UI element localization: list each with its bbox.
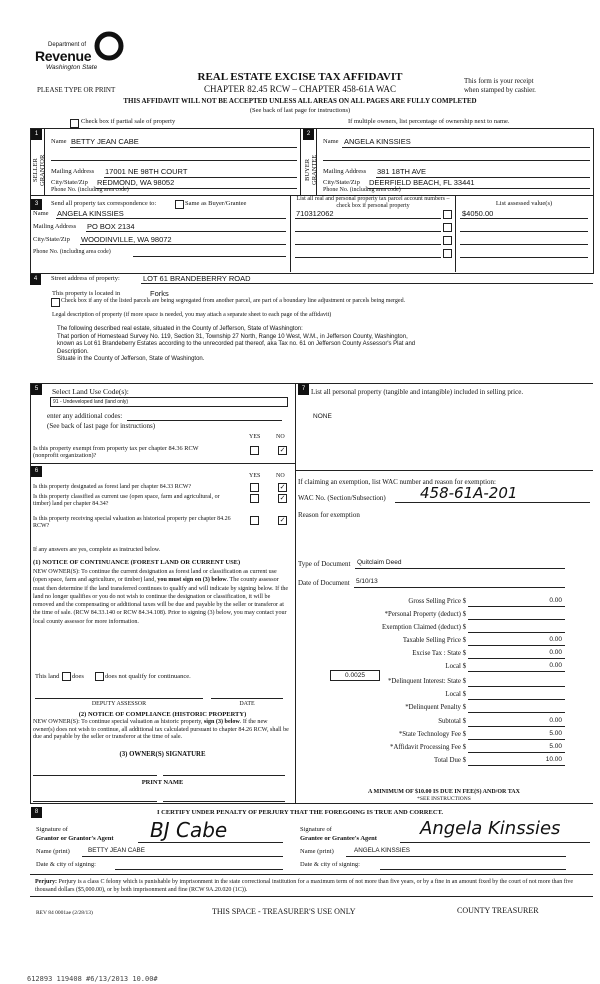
receipt-note: This form is your receipt [464,77,534,85]
underline [468,765,565,766]
corr-phone-field[interactable] [133,256,286,257]
please-type: PLEASE TYPE OR PRINT [37,86,116,94]
located-field[interactable]: Forks [150,289,169,298]
section-number: 2 [303,129,314,140]
assessed-header: List assessed value(s) [495,200,553,207]
personal-property-checkbox[interactable] [443,249,452,258]
notice-continuance-title: (1) NOTICE OF CONTINUANCE (FOREST LAND OR CURRENT USE) [33,559,241,566]
legal-line: The following described real estate, situated in the County of Jefferson, State of Washington: [57,326,303,332]
underline [70,147,297,148]
divider [30,803,593,804]
underline [33,801,157,802]
underline [460,244,588,245]
this-land-label: This land [35,673,60,680]
underline [80,244,286,245]
underline [468,699,565,700]
located-label: This property is located in [52,290,121,297]
minimum-notice: A MINIMUM OF $10.00 IS DUE IN FEE(S) AND/OR TAX [368,789,520,795]
underline [468,671,565,672]
segregated-checkbox[interactable] [51,298,60,307]
same-as-buyer-label: Same as Buyer/Grantee [185,200,247,207]
section-number: 3 [31,199,42,210]
divider [300,128,301,195]
buyer-grantee-label: BUYER GRANTEE [304,154,318,186]
underline [468,645,565,646]
legal-line: Description. [57,348,89,355]
corr-city-field[interactable]: WOODINVILLE, WA 98072 [81,235,172,244]
corr-name-field[interactable]: ANGELA KINSSIES [57,209,124,218]
underline [323,160,590,161]
correspondence-label: Send all property tax correspondence to: [51,200,157,207]
underline [82,856,283,857]
exempt-no-checkbox[interactable]: ✓ [279,446,286,454]
underline [468,606,565,607]
underline [342,147,590,148]
partial-sale-label: Check box if partial sale of property [81,118,176,125]
tax-row-value[interactable]: 0.00 [549,649,562,656]
document-type-field[interactable]: Quitclaim Deed [357,559,402,566]
current-use-question: Is this property classified as current use (open space, farm and agricultural, or timber) land per chapter 84.34? [33,494,220,507]
land-use-select[interactable]: 91 - Undeveloped land (land only) [50,397,288,407]
tax-row-label: *Delinquent Interest: State $ [388,678,466,685]
current-use-no-checkbox[interactable]: ✓ [279,494,286,502]
divider [30,383,31,803]
underline [460,218,588,219]
underline [468,712,565,713]
personal-property-checkbox[interactable] [443,236,452,245]
personal-property-field[interactable]: NONE [313,413,332,420]
underline [138,842,283,843]
form-title: REAL ESTATE EXCISE TAX AFFIDAVIT [197,71,403,83]
tax-row-value[interactable]: 0.00 [549,717,562,724]
seller-grantor-label: SELLER GRANTOR [32,154,46,186]
see-instructions: *SEE INSTRUCTIONS [417,796,471,802]
underline [368,188,590,189]
personal-property-checkbox[interactable] [443,210,452,219]
underline [468,739,565,740]
street-address-field[interactable]: LOT 61 BRANDEBERRY ROAD [143,274,251,283]
warning: THIS AFFIDAVIT WILL NOT BE ACCEPTED UNLESS ALL AREAS ON ALL PAGES ARE FULLY COMPLETED [123,97,477,105]
see-back: (See back of last page for instructions) [249,107,351,114]
street-label: Street address of property: [51,275,120,282]
personal-property-label: List all personal property (tangible and intangible) included in selling price. [311,388,524,396]
seller-phone-field[interactable] [150,195,297,196]
partial-sale-checkbox[interactable] [70,119,79,128]
forest-land-question: Is this property designated as forest land per chapter 84.33 RCW? [33,484,192,490]
parcel-number-field[interactable]: 710312062 [296,209,334,218]
tax-row-label: *State Technology Fee $ [398,731,466,738]
tax-row-value[interactable]: 5.00 [549,730,562,737]
underline [354,587,565,588]
exempt-yes-checkbox[interactable] [250,446,259,455]
tax-row-label: Excise Tax : State $ [412,650,466,657]
historic-question: Is this property receiving special valuation as historical property per chapter 84.26 RCW? [33,516,231,529]
historic-yes-checkbox[interactable] [250,516,259,525]
tax-row-label: Gross Selling Price $ [408,598,466,605]
seller-phone-label: Phone No. (including area code) [51,187,129,193]
section-number: 6 [31,466,42,477]
personal-property-checkbox[interactable] [443,223,452,232]
underline [86,231,286,232]
underline [295,257,441,258]
buyer-phone-label: Phone No. (including area code) [323,187,401,193]
tax-row-value[interactable]: 0.00 [549,662,562,669]
certify-statement: I CERTIFY UNDER PENALTY OF PERJURY THAT THE FOREGOING IS TRUE AND CORRECT. [156,809,443,816]
underline [295,244,441,245]
see-back-5: (See back of last page for instructions) [47,422,156,430]
underline [468,726,565,727]
parcel-header: List all real and personal property tax parcel account numbers – check box if personal property [296,196,450,209]
divider [30,383,593,384]
tax-row-label: Taxable Selling Price $ [402,637,466,644]
divider [30,896,593,897]
assessed-value-field[interactable]: $4050.00 [462,209,494,218]
seller-city-field[interactable]: REDMOND, WA 98052 [97,178,175,187]
receipt-note-2: when stamped by cashier. [464,86,536,94]
county-treasurer: COUNTY TREASURER [457,906,539,915]
deputy-assessor-signature[interactable] [35,698,203,699]
divider [295,470,593,471]
land-use-label: Select Land Use Code(s): [52,387,129,396]
forest-yes-checkbox[interactable] [250,483,259,492]
owner-date-field[interactable] [163,775,285,776]
grantor-print-name[interactable]: BETTY JEAN CABE [88,847,145,854]
buyer-city-field[interactable]: DEERFIELD BEACH, FL 33441 [369,178,475,187]
treasurer-use: THIS SPACE - TREASURER'S USE ONLY [212,907,356,916]
wac-number-field[interactable]: 458-61A-201 [420,484,518,502]
assessor-date-field[interactable] [211,698,283,699]
underline [355,568,565,569]
owner-signature-title: (3) OWNER(S) SIGNATURE [119,751,206,758]
underline [163,801,285,802]
underline [295,231,441,232]
corr-phone-label: Phone No. (including area code) [33,249,111,255]
section-number: 7 [298,384,309,395]
chapters: CHAPTER 82.45 RCW – CHAPTER 458-61A WAC [204,84,396,94]
legal-line: known as Lot 61 Brandeberry Estates according to the unrecorded pat thereof, aka Tax no. 61 on Jefferson County Assessor's Plat and [57,341,416,348]
exempt-question: Is this property exempt from property tax per chapter 84.36 RCW (nonprofit organization)? [33,445,199,459]
tax-row-label: Exemption Claimed (deduct) $ [382,624,466,631]
underline [395,502,590,503]
legal-description [57,326,415,364]
perjury-notice: Perjury: Perjury is a class C felony which is punishable by imprisonment in the state correctional institution for a maximum term of not more than five years, or by a fine in an amount fixed by the court of not more than five thousand dollars ($5,000.00), or by both imprisonment and fine (RCW 9A.20.020 (1C)). [35,879,574,893]
underline [295,218,441,219]
section-number: 8 [31,807,42,818]
if-yes-note: If any answers are yes, complete as instructed below. [33,547,161,553]
forest-no-checkbox[interactable]: ✓ [279,483,286,491]
multiple-owners-note: If multiple owners, list percentage of ownership next to name. [348,118,510,125]
underline [468,752,565,753]
section-number: 1 [31,129,42,140]
same-as-buyer-checkbox[interactable] [175,200,184,209]
underline [468,686,565,687]
legal-line: Situate in the County of Jefferson, State of Washington. [57,356,205,363]
tax-row-value[interactable]: 0.00 [549,636,562,643]
grantor-signature[interactable]: BJ Cabe [150,818,228,842]
seller-name-field[interactable]: BETTY JEAN CABE [71,137,139,146]
tax-row-label: Local $ [445,691,466,698]
underline [468,619,565,620]
divider [30,463,295,464]
divider [295,383,296,803]
underline [400,842,590,843]
tax-row-label: Local $ [445,663,466,670]
section-number: 5 [31,384,42,395]
tax-row-value[interactable]: 0.00 [549,597,562,604]
current-use-yes-checkbox[interactable] [250,494,259,503]
tax-row-label: *Delinquent Penalty $ [405,704,466,711]
underline [56,218,286,219]
logo-swirl-icon [94,31,124,61]
section-number: 4 [30,274,41,285]
notice-compliance-title: (2) NOTICE OF COMPLIANCE (HISTORIC PROPERTY) [78,711,247,718]
tax-row-label: Subtotal $ [438,718,466,725]
tax-row-label: *Personal Property (deduct) $ [384,611,466,618]
grantee-signature[interactable]: Angela Kinssies [420,818,561,839]
grantee-date-city-field[interactable] [380,869,566,870]
reason-label: Reason for exemption [298,511,360,519]
exemption-label: If claiming an exemption, list WAC number and reason for exemption: [298,478,496,486]
grantee-print-name[interactable]: ANGELA KINSSIES [354,847,410,854]
owner-signature-field[interactable] [33,775,157,776]
underline [460,231,588,232]
cashier-stamp: 612893 119408 #6/13/2013 10.00# [27,975,158,983]
wac-label: WAC No. (Section/Subsection) [298,494,386,502]
notice-compliance-text: NEW OWNER(S): To continue special valuation as historic property, sign (3) below. If the new owner(s) does not wish to continue, all additional tax calculated pursuant to chapter 84.26 RCW, shall be due and payable by the seller or transferor at the time of sale. [33,719,289,741]
does-qualify-checkbox[interactable] [62,672,71,681]
additional-codes-field[interactable] [127,420,282,421]
seller-address-field[interactable]: 17001 NE 98TH COURT [105,167,188,176]
does-not-qualify-checkbox[interactable] [95,672,104,681]
additional-codes-label: enter any additional codes: [47,412,123,420]
segregated-label: Check box if any of the listed parcels are being segregated from another parcel, are part of a boundary line adjustment or parcels being merged. [61,298,406,304]
tax-row-label: Total Due $ [434,757,466,764]
underline [51,160,297,161]
buyer-name-field[interactable]: ANGELA KINSSIES [344,137,411,146]
tax-row-value[interactable]: 5.00 [549,743,562,750]
grantor-date-city-field[interactable] [115,869,283,870]
buyer-address-field[interactable]: 381 18TH AVE [377,167,427,176]
underline [141,283,593,284]
affidavit-page: Department of Revenue Washington State REAL ESTATE EXCISE TAX AFFIDAVIT CHAPTER 82.45 RCW – CHAPTER 458-61A WAC PLEASE TYPE OR PRINT This form is your receipt when stamped by cashier. THIS AFFIDAVIT WILL NOT BE ACCEPTED UNLESS ALL AREAS ON ALL PAGES ARE FULLY COMPLETED (See back of last page for instructions) Check box if partial sale of property If multiple owners, list percentage of ownership next to name. 1 2 SELLER GRANTOR BUYER GRANTEE Name BETTY JEAN CABE Mailing Address 17001 NE 98TH COURT City/State/Zip REDMOND, WA 98052 Phone No. (including area code) Name ANGELA KINSSIES Mailing Address 381 18TH AVE City/State/Zip DEERFIELD BEACH, FL 33441 Phone No. (including area code) 3 Send all property tax correspondence to: Same as Buyer/Grantee List all real and personal property tax parcel account numbers – check box if personal property List assessed value(s) Name ANGELA KINSSIES Mailing Address PO BOX 2134 City/State/Zip WOODINVILLE, WA 98072 Phone No. (including area code) 710312062 $4050.00 4 Street address of property: LOT 61 BRANDEBERRY ROAD This property is located in Forks Check box if any of the listed parcels are being segregated from another parcel, are part of a boundary line adjustment or parcels being merged. Legal description of property (if more space is needed, you may attach a separate sheet to each page of the affidavit) The following described real estate, situated in the County of Jefferson, State of Washington: That portion of Homestead Survey No. 119, Section 31, Township 27 North, Range 10 West, W.M., in Jefferson County, Washington, known as Lot 61 Brandeberry Estates according to the unrecorded pat thereof, aka Tax no. 61 on Jefferson County Assessor's Plat and Description. Situate in the County of Jefferson, State of Washington. 5 Select Land Use Code(s): 91 - Undeveloped land (land only) enter any additional codes: (See back of last page for instructions) YES NO Is this property exempt from property tax per chapter 84.36 RCW (nonprofit organization)? ✓ 7 List all personal property (tangible and intangible) included in selling price. NONE 6 YES NO Is this property designated as forest land per chapter 84.33 RCW? ✓ Is this property classified as current use (open space, farm and agricultural, or timber) land per chapter 84.34? ✓ Is this property receiving special valuation as historical property per chapter 84.26 RCW? ✓ If any answers are yes, complete as instructed below. (1) NOTICE OF CONTINUANCE (FOREST LAND OR CURRENT USE) NEW OWNER(S): To continue the current designation as forest land or classification as current use (open space, farm and agriculture, or timber) land, you must sign on (3) below. The county assessor must then determine if the land transferred continues to qualify and will indicate by signing below. If the land no longer qualifies or you do not wish to continue the designation or classification, it will be removed and the compensating or additional taxes will be due and payable by the seller or transferor at the time of sale. (RCW 84.33.140 or RCW 84.34.108). Prior to signing (3) below, you may contact your local county assessor for more information. This land does does not qualify for continuance. DEPUTY ASSESSOR DATE (2) NOTICE OF COMPLIANCE (HISTORIC PROPERTY) NEW OWNER(S): To continue special valuation as historic property, sign (3) below. If the new owner(s) does not wish to continue, all additional tax calculated pursuant to chapter 84.26 RCW, shall be due and payable by the seller or transferor at the time of sale. (3) OWNER(S) SIGNATURE PRINT NAME If claiming an exemption, list WAC number and reason for exemption: WAC No. (Section/Subsection) 458-61A-201 Reason for exemption Type of Document Quitclaim Deed Date of Document 5/10/13 0.0025 Gross Selling Price $ 0.00 *Personal Property (deduct) $ Exemption Claimed (deduct) $ Taxable Selling Price $ 0.00 Excise Tax : State $ 0.00 Local $ 0.00 *Delinquent Interest: State $ Local $ *Delinquent Penalty $ Subtotal $ 0.00 *State Technology Fee $ 5.00 *Affidavit Processing Fee $ 5.00 Total Due $ 10.00 A MINIMUM OF $10.00 IS DUE IN FEE(S) AND/OR TAX *SEE INSTRUCTIONS 8 I CERTIFY UNDER PENALTY OF PERJURY THAT THE FOREGOING IS TRUE AND CORRECT. Signature of Grantor or Grantor's Agent BJ Cabe Name (print) BETTY JEAN CABE Date & city of signing: Signature of Grantee or Grantee's Agent Angela Kinssies Name (print) ANGELA KINSSIES Date & city of signing: Perjury: Perjury is a class C felony which is punishable by imprisonment in the state correctional institution for a maximum term of not more than five years, or by a fine in an amount fixed by the court of not more than five thousand dollars ($5,000.00), or by both imprisonment and fine (RCW 9A.20.020 (1C)). REV 84 0001ae (2/28/13) THIS SPACE - TREASURER'S USE ONLY COUNTY TREASURER 612893 119408 #6/13/2013 10.00# [0,0,600,984]
underline [468,658,565,659]
tax-row-value[interactable]: 10.00 [545,756,562,763]
legal-line: That portion of Homestead Survey No. 119, Section 31, Township 27 North, Range 10 West, W.M., in Jefferson County, Washington, [57,333,408,340]
historic-no-checkbox[interactable]: ✓ [279,516,286,524]
notice-continuance-text: NEW OWNER(S): To continue the current designation as forest land or classification as current use (open space, farm and agriculture, or timber) land, you must sign on (3) below. The county assessor must then determine if the land transferred continues to qualify and will indicate by signing below. If the land no longer qualifies or you do not wish to continue the designation or classification, it will be removed and the compensating or additional taxes will be due and payable by the seller or transferor at the time of sale. (RCW 84.33.140 or RCW 84.34.108). Prior to signing (3) below, you may contact your local county assessor for more information. [33,569,289,625]
underline [346,856,566,857]
document-date-field[interactable]: 5/10/13 [356,578,378,585]
local-rate-field[interactable]: 0.0025 [330,670,380,681]
legal-label: Legal description of property (if more space is needed, you may attach a separate sheet to each page of the affidavit) [52,312,332,318]
underline [460,257,588,258]
underline [468,632,565,633]
corr-address-field[interactable]: PO BOX 2134 [87,222,135,231]
tax-row-label: *Affidavit Processing Fee $ [390,744,466,751]
form-revision: REV 84 0001ae (2/28/13) [36,910,93,916]
divider [30,874,593,875]
